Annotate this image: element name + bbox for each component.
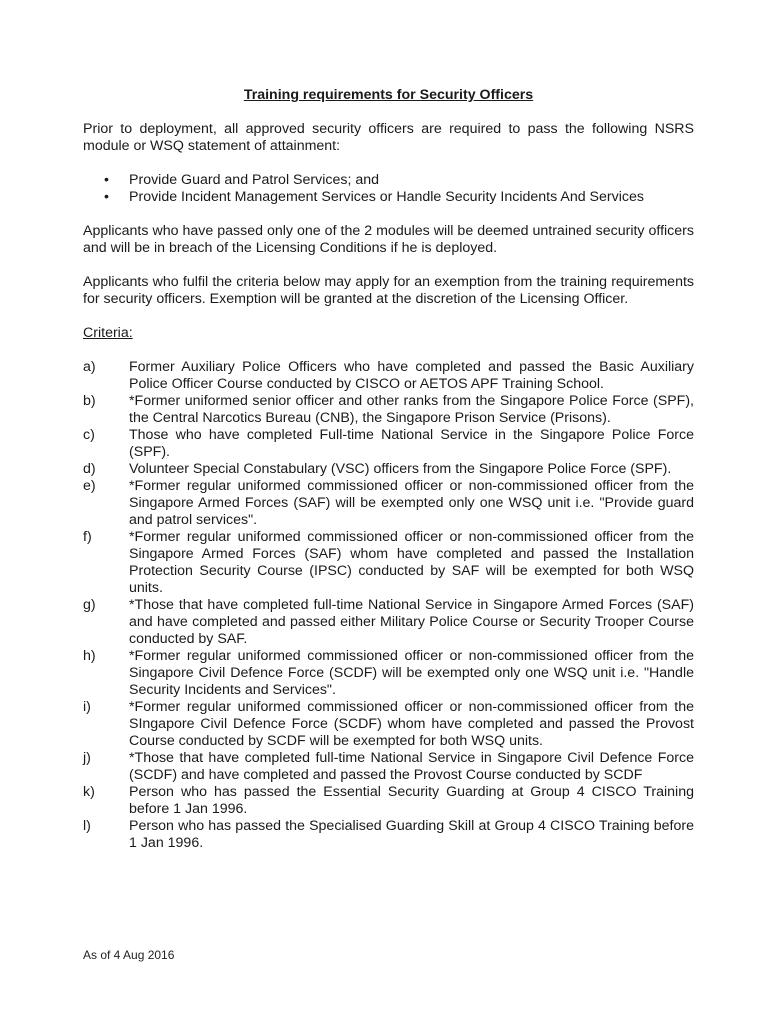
- criteria-text: Person who has passed the Specialised Guarding Skill at Group 4 CISCO Training before 1 Jan 1996.: [129, 818, 694, 851]
- criteria-heading: Criteria:: [83, 325, 133, 341]
- criteria-text: Former Auxiliary Police Officers who have completed and passed the Basic Auxiliary Police Officer Course conducted by CISCO or AETOS APF Training School.: [129, 359, 694, 392]
- criteria-marker: g): [83, 597, 96, 613]
- bullet-item: [83, 189, 694, 206]
- criteria-text: *Former regular uniformed commissioned officer or non-commissioned officer from the SIngapore Civil Defence Force (SCDF) whom have completed and passed the Provost Course conducted by SCDF will be exempted for both WSQ units.: [129, 699, 694, 749]
- criteria-marker: l): [83, 818, 91, 834]
- criteria-item: [83, 393, 694, 427]
- criteria-list: [83, 359, 694, 852]
- criteria-item: [83, 818, 694, 852]
- criteria-item: [83, 359, 694, 393]
- criteria-item: [83, 529, 694, 597]
- document-body: [83, 87, 694, 852]
- criteria-text: *Former uniformed senior officer and other ranks from the Singapore Police Force (SPF), the Central Narcotics Bureau (CNB), the Singapore Prison Service (Prisons).: [129, 393, 694, 426]
- criteria-marker: e): [83, 478, 96, 494]
- criteria-item: [83, 784, 694, 818]
- criteria-text: Person who has passed the Essential Security Guarding at Group 4 CISCO Training before 1 Jan 1996.: [129, 784, 694, 817]
- criteria-marker: f): [83, 529, 92, 545]
- criteria-text: *Those that have completed full-time National Service in Singapore Civil Defence Force (SCDF) and have completed and passed the Provost Course conducted by SCDF: [129, 750, 694, 783]
- criteria-item: [83, 461, 694, 478]
- bullet-icon: •: [104, 172, 109, 188]
- bullet-icon: •: [104, 189, 109, 205]
- untrained-paragraph: Applicants who have passed only one of the 2 modules will be deemed untrained security officers and will be in breach of the Licensing Conditions if he is deployed.: [83, 223, 694, 256]
- criteria-item: [83, 597, 694, 648]
- criteria-item: [83, 750, 694, 784]
- criteria-text: *Former regular uniformed commissioned officer or non-commissioned officer from the Singapore Armed Forces (SAF) will be exempted only one WSQ unit i.e. "Provide guard and patrol services".: [129, 478, 694, 528]
- criteria-marker: a): [83, 359, 96, 375]
- exemption-paragraph: Applicants who fulfil the criteria below may apply for an exemption from the training requirements for security officers. Exemption will be granted at the discretion of the Licensing Officer.: [83, 274, 694, 307]
- criteria-marker: j): [83, 750, 91, 766]
- intro-paragraph: Prior to deployment, all approved security officers are required to pass the following NSRS module or WSQ statement of attainment:: [83, 121, 694, 154]
- module-bullet-list: [83, 172, 694, 206]
- bullet-item: [83, 172, 694, 189]
- criteria-text: Those who have completed Full-time National Service in the Singapore Police Force (SPF).: [129, 427, 694, 460]
- criteria-item: [83, 699, 694, 750]
- criteria-marker: h): [83, 648, 96, 664]
- document-title: Training requirements for Security Officers: [243, 87, 534, 103]
- criteria-marker: c): [83, 427, 95, 443]
- criteria-text: Volunteer Special Constabulary (VSC) officers from the Singapore Police Force (SPF).: [129, 461, 672, 477]
- bullet-text: Provide Guard and Patrol Services; and: [129, 172, 379, 188]
- criteria-marker: k): [83, 784, 95, 800]
- criteria-item: [83, 478, 694, 529]
- footer-date: As of 4 Aug 2016: [83, 948, 175, 962]
- criteria-marker: d): [83, 461, 96, 477]
- criteria-marker: b): [83, 393, 96, 409]
- criteria-text: *Former regular uniformed commissioned officer or non-commissioned officer from the Singapore Armed Forces (SAF) whom have completed and passed the Installation Protection Security Course (IPSC) conducted by SAF will be exempted for both WSQ units.: [129, 529, 694, 596]
- criteria-text: *Those that have completed full-time National Service in Singapore Armed Forces (SAF) and have completed and passed either Military Police Course or Security Trooper Course conducted by SAF.: [129, 597, 694, 647]
- criteria-marker: i): [83, 699, 91, 715]
- criteria-item: [83, 427, 694, 461]
- criteria-item: [83, 648, 694, 699]
- criteria-text: *Former regular uniformed commissioned officer or non-commissioned officer from the Singapore Civil Defence Force (SCDF) will be exempted only one WSQ unit i.e. "Handle Security Incidents and Services".: [129, 648, 694, 698]
- bullet-text: Provide Incident Management Services or Handle Security Incidents And Services: [129, 189, 644, 205]
